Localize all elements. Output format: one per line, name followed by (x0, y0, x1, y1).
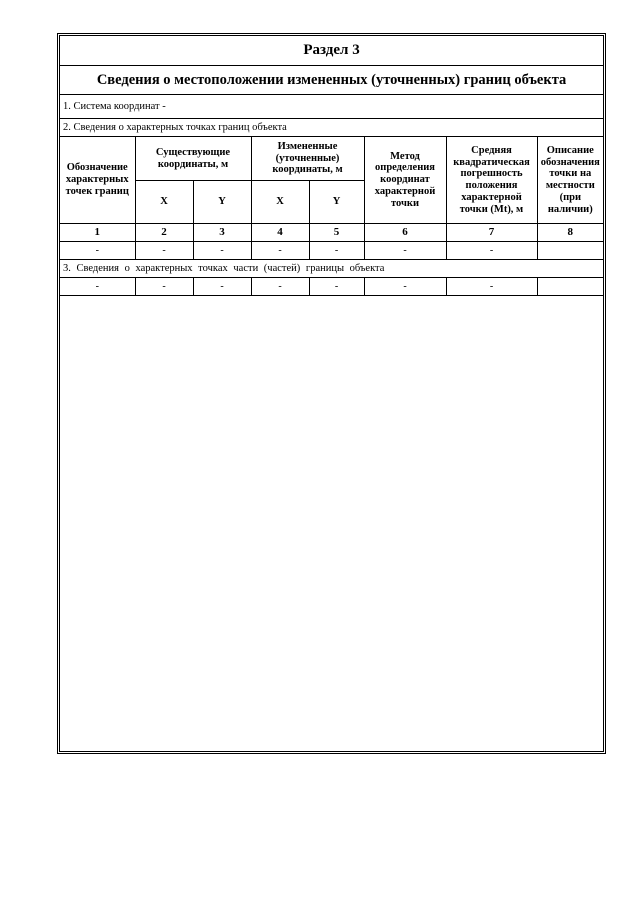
table-cell: - (135, 278, 193, 296)
table-cell: - (193, 278, 251, 296)
table-cell: - (446, 242, 537, 260)
col-description-header: Описание обозначения точки на местности (при наличии) (537, 137, 603, 224)
col-changed-coords-header: Измененные (уточненные) координаты, м (251, 137, 364, 181)
table-cell: - (135, 242, 193, 260)
table-row (60, 278, 603, 296)
section-subtitle: Сведения о местоположении измененных (уточненных) границ объекта (60, 66, 603, 95)
table-cell: - (251, 242, 309, 260)
table-cell (537, 242, 603, 260)
table-cell: - (60, 242, 135, 260)
column-number: 8 (537, 224, 603, 242)
part-heading: 3. Сведения о характерных точках части (частей) границы объекта (60, 260, 603, 278)
column-number: 4 (251, 224, 309, 242)
col-existing-coords-header: Существующие координаты, м (135, 137, 251, 181)
coordinate-system: 1. Система координат - (60, 95, 603, 119)
column-number: 3 (193, 224, 251, 242)
table-cell: - (309, 242, 364, 260)
col-designation-header: Обозначение характерных точек границ (60, 137, 135, 224)
document-frame (57, 33, 606, 754)
col-method-header: Метод определения координат характерной точки (364, 137, 446, 224)
col-x-existing-header: X (135, 181, 193, 224)
table-row (60, 242, 603, 260)
table-cell: - (60, 278, 135, 296)
table-cell (537, 278, 603, 296)
column-number: 6 (364, 224, 446, 242)
column-number: 2 (135, 224, 193, 242)
table-cell: - (251, 278, 309, 296)
table-cell: - (364, 242, 446, 260)
section-title: Раздел 3 (60, 36, 603, 66)
table-cell: - (364, 278, 446, 296)
column-numbers-row (60, 224, 603, 242)
column-number: 5 (309, 224, 364, 242)
col-y-changed-header: Y (309, 181, 364, 224)
column-number: 7 (446, 224, 537, 242)
table-cell: - (193, 242, 251, 260)
column-number: 1 (60, 224, 135, 242)
col-x-changed-header: X (251, 181, 309, 224)
col-y-existing-header: Y (193, 181, 251, 224)
points-heading: 2. Сведения о характерных точках границ объекта (60, 119, 603, 137)
table-cell: - (446, 278, 537, 296)
table-cell: - (309, 278, 364, 296)
section-table (60, 36, 603, 296)
col-error-header: Средняя квадратическая погрешность положения характерной точки (Mt), м (446, 137, 537, 224)
